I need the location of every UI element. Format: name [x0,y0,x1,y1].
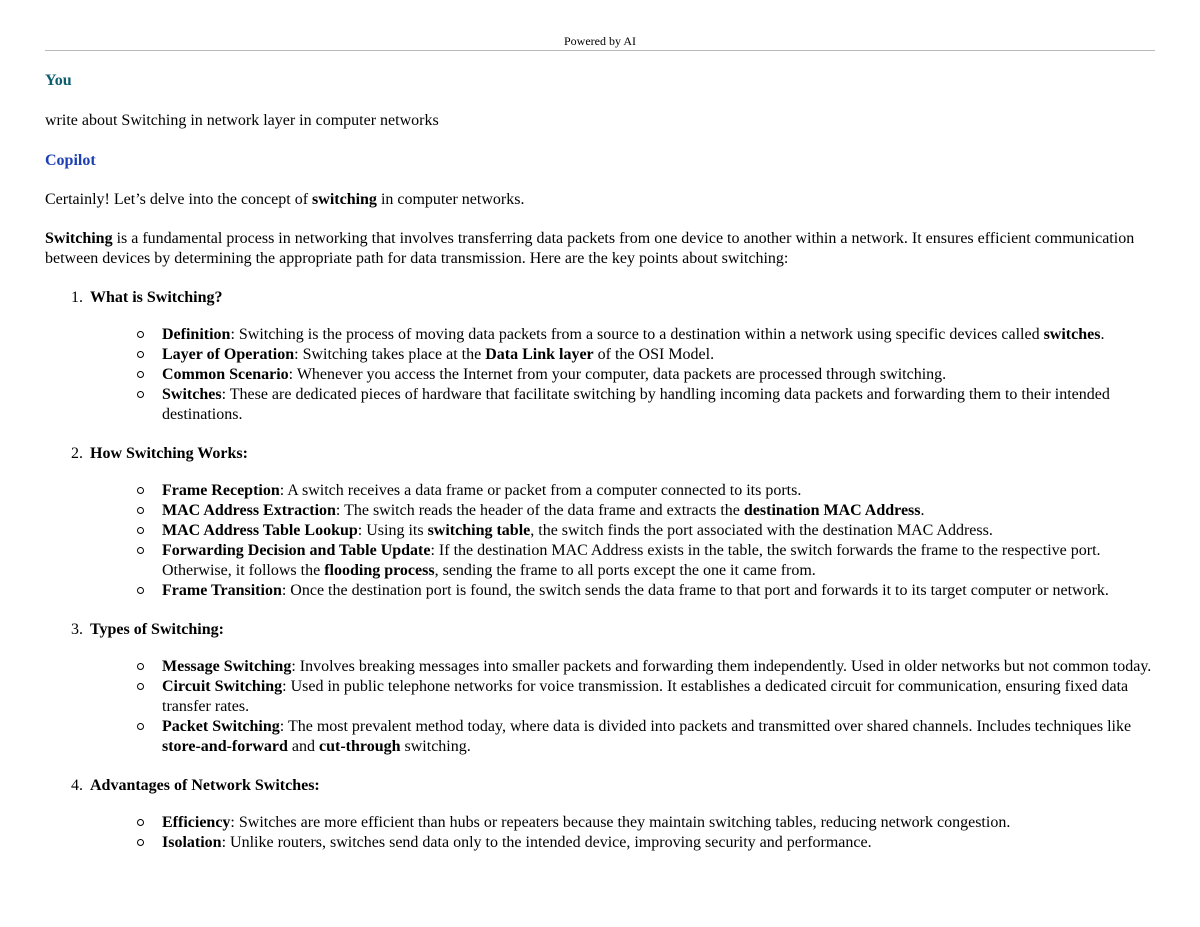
bullet-bold-text: Data Link layer [485,346,594,363]
bullet-text: : Switching takes place at the [294,346,486,363]
bullet-text: , the switch finds the port associated with the destination MAC Address. [530,522,993,539]
bullet-item [136,677,1155,717]
section-item [45,776,1155,853]
bullet-bold-text: MAC Address Extraction [162,502,336,519]
bullet-bold-text: flooding process [324,562,435,579]
bullet-list [71,657,1155,757]
intro-keyword: switching [312,191,377,208]
bullet-item [136,325,1155,345]
intro-text-end: in computer networks. [376,191,525,208]
section-number: 3. [71,621,83,638]
bullet-text: switching. [400,738,471,755]
bullet-text: : Unlike routers, switches send data only to the intended device, improving security and performance. [221,834,872,851]
bullet-text: : The switch reads the header of the data frame and extracts the [335,502,744,519]
bullet-bold-text: Switches [162,386,222,403]
bullet-bold-text: destination MAC Address [743,502,921,519]
bullet-bold-text: switches [1043,326,1101,343]
bullet-item [136,717,1155,757]
section-title: Types of Switching: [90,621,224,638]
bullet-text: : A switch receives a data frame or packet from a computer connected to its ports. [279,482,802,499]
bullet-text: : The most prevalent method today, where data is divided into packets and transmitted over shared channels. Includes techniques like [279,718,1132,735]
intro-text-start: Certainly! Let’s delve into the concept of [45,191,313,208]
bullet-text: of the OSI Model. [593,346,715,363]
bullet-bold-text: Layer of Operation [162,346,295,363]
bullet-bold-text: Circuit Switching [162,678,283,695]
bullet-item [136,365,1155,385]
user-message: write about Switching in network layer in computer networks [45,112,439,129]
bullet-text: . [920,502,925,519]
bullet-text: . [1100,326,1105,343]
bullet-item [136,813,1155,833]
section-item [45,620,1155,757]
bullet-text: : If the destination MAC Address exists in the table, the switch forwards the frame to the respective port. Otherwise, it follows the [162,542,1101,579]
section-number: 2. [71,445,83,462]
powered-by-label: Powered by AI [564,34,636,48]
bullet-bold-text: Packet Switching [162,718,280,735]
bullet-item [136,833,1155,853]
bullet-bold-text: cut-through [319,738,401,755]
bullet-bold-text: Message Switching [162,658,292,675]
powered-by-header [45,0,1155,51]
definition-text: is a fundamental process in networking that involves transferring data packets from one device to another within a network. It ensures efficient communication between devices by determining the appropriate path for data transmission. Here are the key points about switching: [45,230,1135,267]
bullet-text: : Once the destination port is found, the switch sends the data frame to that port and forwards it to its target computer or network. [281,582,1109,599]
bullet-item [136,501,1155,521]
bullet-item [136,481,1155,501]
bullet-bold-text: store-and-forward [162,738,288,755]
section-number: 4. [71,777,83,794]
bullet-list [71,325,1155,425]
assistant-intro [45,190,1155,210]
assistant-definition [45,229,1155,269]
bullet-bold-text: MAC Address Table Lookup [162,522,358,539]
section-list [45,288,1155,853]
assistant-speaker-label: Copilot [45,152,96,169]
conversation [45,0,1155,853]
section-item [45,288,1155,425]
section-title: Advantages of Network Switches: [90,777,320,794]
bullet-text: and [287,738,320,755]
bullet-text: : Involves breaking messages into smaller packets and forwarding them independently. Used in older networks but not common today. [291,658,1152,675]
bullet-bold-text: Forwarding Decision and Table Update [162,542,431,559]
section-number: 1. [71,289,83,306]
bullet-item [136,345,1155,365]
bullet-list [71,813,1155,853]
bullet-item [136,521,1155,541]
bullet-bold-text: Isolation [162,834,222,851]
bullet-list [71,481,1155,601]
bullet-bold-text: Frame Reception [162,482,280,499]
bullet-text: , sending the frame to all ports except the one it came from. [434,562,816,579]
bullet-bold-text: Efficiency [162,814,231,831]
bullet-text: : Using its [357,522,428,539]
bullet-text: : These are dedicated pieces of hardware that facilitate switching by handling incoming data packets and forwarding them to their intended destinations. [162,386,1110,423]
bullet-item [136,541,1155,581]
section-item [45,444,1155,601]
bullet-text: : Used in public telephone networks for voice transmission. It establishes a dedicated circuit for communication, ensuring fixed data transfer rates. [162,678,1129,715]
user-speaker-label: You [45,72,72,89]
bullet-bold-text: switching table [427,522,531,539]
bullet-bold-text: Frame Transition [162,582,282,599]
bullet-item [136,385,1155,425]
bullet-bold-text: Common Scenario [162,366,289,383]
bullet-text: : Switches are more efficient than hubs or repeaters because they maintain switching tables, reducing network congestion. [230,814,1011,831]
bullet-bold-text: Definition [162,326,231,343]
bullet-item [136,657,1155,677]
bullet-item [136,581,1155,601]
definition-keyword: Switching [45,230,113,247]
section-title: What is Switching? [90,289,223,306]
bullet-text: : Whenever you access the Internet from your computer, data packets are processed through switching. [288,366,947,383]
section-title: How Switching Works: [90,445,248,462]
bullet-text: : Switching is the process of moving data packets from a source to a destination within a network using specific devices called [230,326,1044,343]
